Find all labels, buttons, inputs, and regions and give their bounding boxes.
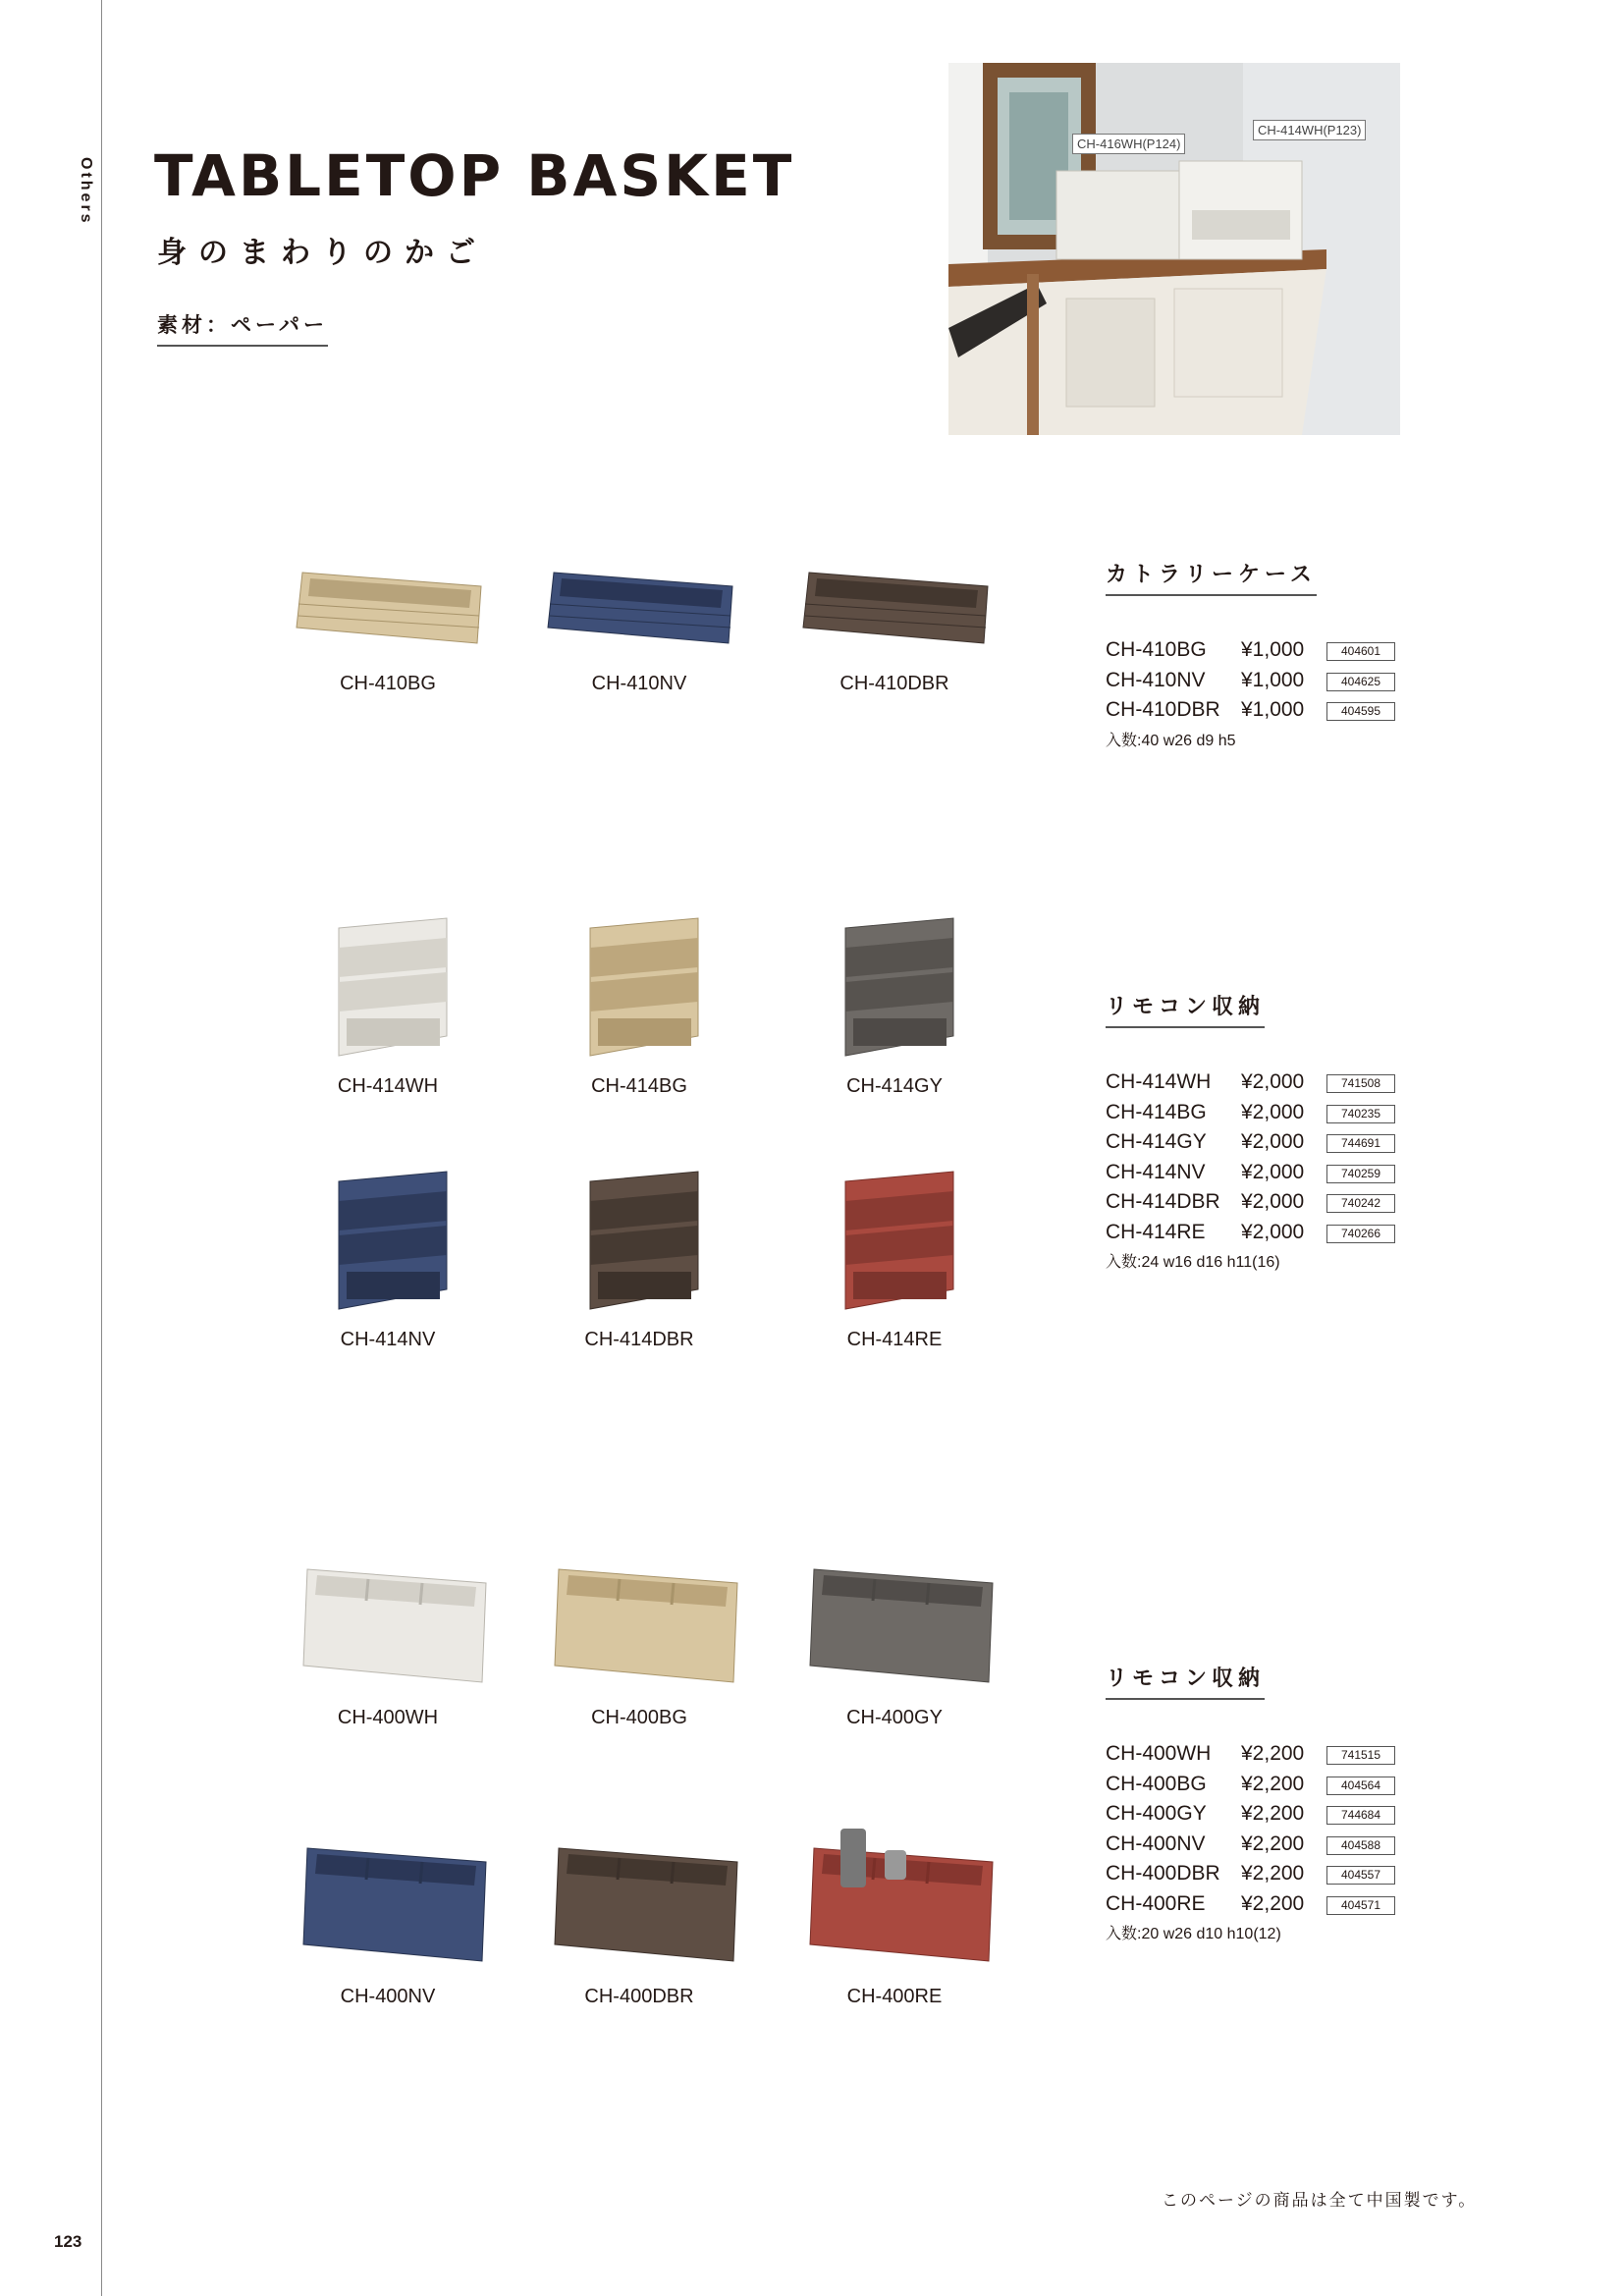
product-code: CH-414NV <box>340 1329 436 1350</box>
spec-code: CH-410BG <box>1106 638 1207 661</box>
spec-rows <box>1106 1067 1430 1247</box>
spec-row <box>1106 1830 1430 1860</box>
spec-row <box>1106 666 1430 696</box>
spec-row <box>1106 1067 1430 1098</box>
product-figure <box>275 1829 501 2008</box>
product-code: CH-400DBR <box>584 1986 694 2007</box>
product-code: CH-400RE <box>846 1986 943 2007</box>
spec-row <box>1106 695 1430 726</box>
spec-code: CH-414GY <box>1106 1130 1207 1153</box>
spec-row <box>1106 1739 1430 1770</box>
spec-heading: リモコン収納 <box>1106 1662 1265 1700</box>
page-subtitle: 身のまわりのかご <box>157 237 487 269</box>
spec-block-remote-box <box>1106 1662 1430 1943</box>
spec-code: CH-414BG <box>1106 1100 1207 1123</box>
basket-icon <box>791 565 998 663</box>
spec-price: ¥2,200 <box>1241 1831 1305 1855</box>
spec-row <box>1106 1859 1430 1889</box>
jan-code-box: 740242 <box>1326 1194 1395 1213</box>
product-figure <box>782 1162 1007 1351</box>
spec-price: ¥2,000 <box>1241 1220 1305 1243</box>
product-figure <box>526 1550 752 1729</box>
spec-code: CH-410NV <box>1106 668 1206 691</box>
basket-icon <box>309 1162 466 1319</box>
spec-price: ¥2,200 <box>1241 1772 1305 1795</box>
product-figure <box>782 1829 1007 2008</box>
basket-icon <box>531 1550 747 1697</box>
spec-rows <box>1106 635 1430 726</box>
spec-price: ¥2,000 <box>1241 1070 1305 1093</box>
product-figure <box>275 565 501 695</box>
basket-icon <box>280 1829 496 1976</box>
spec-row <box>1106 1889 1430 1920</box>
spec-heading: リモコン収納 <box>1106 990 1265 1028</box>
jan-code-box: 740235 <box>1326 1105 1395 1123</box>
lifestyle-photo <box>948 63 1400 435</box>
remote-control-icon <box>885 1850 906 1880</box>
product-figure <box>526 1829 752 2008</box>
section-tab: Others <box>78 157 94 226</box>
basket-icon <box>536 565 742 663</box>
product-code: CH-410NV <box>591 673 687 694</box>
product-code: CH-410DBR <box>839 673 949 694</box>
jan-code-box: 740259 <box>1326 1165 1395 1183</box>
product-code: CH-400BG <box>591 1707 687 1728</box>
spec-price: ¥1,000 <box>1241 668 1305 691</box>
spec-price: ¥2,000 <box>1241 1130 1305 1153</box>
spec-code: CH-400BG <box>1106 1772 1207 1795</box>
remote-control-icon <box>840 1829 866 1887</box>
basket-icon <box>561 908 718 1066</box>
spec-row <box>1106 1799 1430 1830</box>
product-code: CH-414BG <box>591 1075 687 1097</box>
product-figure <box>275 1550 501 1729</box>
spec-price: ¥2,200 <box>1241 1802 1305 1825</box>
spec-code: CH-414WH <box>1106 1070 1212 1093</box>
spec-block-cutlery <box>1106 558 1430 750</box>
spec-price: ¥2,000 <box>1241 1100 1305 1123</box>
jan-code-box: 404595 <box>1326 702 1395 721</box>
spec-code: CH-414RE <box>1106 1220 1206 1243</box>
product-figure <box>526 1162 752 1351</box>
spec-row <box>1106 1158 1430 1188</box>
jan-code-box: 404571 <box>1326 1896 1395 1915</box>
jan-code-box: 740266 <box>1326 1225 1395 1243</box>
basket-icon <box>816 1162 973 1319</box>
spec-price: ¥2,000 <box>1241 1160 1305 1183</box>
room-scene-illustration <box>948 63 1400 435</box>
spec-rows <box>1106 1739 1430 1919</box>
basket-icon <box>531 1829 747 1976</box>
basket-icon <box>561 1162 718 1319</box>
basket-icon <box>285 565 491 663</box>
spec-note: 入数:40 w26 d9 h5 <box>1106 732 1236 749</box>
spec-code: CH-400NV <box>1106 1831 1206 1855</box>
material-label: 素材：ペーパー <box>157 309 328 347</box>
spec-row <box>1106 1770 1430 1800</box>
photo-tag-ch-414wh: CH-414WH(P123) <box>1253 120 1366 140</box>
spec-price: ¥2,200 <box>1241 1891 1305 1915</box>
jan-code-box: 741515 <box>1326 1746 1395 1765</box>
product-code: CH-400WH <box>337 1707 439 1728</box>
product-code: CH-400GY <box>846 1707 943 1728</box>
basket-icon <box>786 1550 1002 1697</box>
spec-row <box>1106 1187 1430 1218</box>
basket-icon <box>786 1829 1002 1976</box>
page-number: 123 <box>54 2232 82 2251</box>
product-code: CH-414GY <box>846 1075 943 1097</box>
spec-heading: カトラリーケース <box>1106 558 1317 596</box>
spec-note: 入数:24 w16 d16 h11(16) <box>1106 1254 1280 1271</box>
spec-code: CH-400WH <box>1106 1742 1212 1765</box>
photo-tag-ch-416wh: CH-416WH(P124) <box>1072 134 1185 154</box>
jan-code-box: 404557 <box>1326 1866 1395 1885</box>
spec-row <box>1106 1218 1430 1248</box>
spec-row <box>1106 1098 1430 1128</box>
jan-code-box: 404588 <box>1326 1836 1395 1855</box>
spec-block-remote-tiered <box>1106 990 1430 1272</box>
jan-code-box: 744691 <box>1326 1134 1395 1153</box>
spec-code: CH-414DBR <box>1106 1190 1220 1213</box>
spec-code: CH-400RE <box>1106 1891 1206 1915</box>
spec-code: CH-414NV <box>1106 1160 1206 1183</box>
product-figure <box>275 908 501 1098</box>
product-figure <box>782 565 1007 695</box>
spec-price: ¥2,200 <box>1241 1742 1305 1765</box>
jan-code-box: 741508 <box>1326 1074 1395 1093</box>
origin-note: このページの商品は全て中国製です。 <box>1162 2191 1478 2210</box>
jan-code-box: 744684 <box>1326 1806 1395 1825</box>
spec-row <box>1106 1127 1430 1158</box>
jan-code-box: 404564 <box>1326 1777 1395 1795</box>
product-figure <box>526 565 752 695</box>
product-code: CH-414WH <box>337 1075 439 1097</box>
spec-price: ¥1,000 <box>1241 638 1305 661</box>
product-code: CH-414DBR <box>584 1329 694 1350</box>
spec-code: CH-410DBR <box>1106 698 1220 721</box>
product-figure <box>782 908 1007 1098</box>
spec-price: ¥2,000 <box>1241 1190 1305 1213</box>
basket-icon <box>309 908 466 1066</box>
product-figure <box>275 1162 501 1351</box>
page-title: TABLETOP BASKET <box>154 142 795 209</box>
basket-icon <box>280 1550 496 1697</box>
side-rule <box>101 0 102 2296</box>
spec-note: 入数:20 w26 d10 h10(12) <box>1106 1926 1281 1942</box>
spec-code: CH-400DBR <box>1106 1862 1220 1885</box>
product-figure <box>526 908 752 1098</box>
spec-price: ¥1,000 <box>1241 698 1305 721</box>
spec-row <box>1106 635 1430 666</box>
spec-code: CH-400GY <box>1106 1802 1207 1825</box>
jan-code-box: 404601 <box>1326 642 1395 661</box>
jan-code-box: 404625 <box>1326 673 1395 691</box>
product-code: CH-400NV <box>340 1986 436 2007</box>
spec-price: ¥2,200 <box>1241 1862 1305 1885</box>
product-code: CH-414RE <box>846 1329 943 1350</box>
basket-icon <box>816 908 973 1066</box>
product-code: CH-410BG <box>340 673 436 694</box>
product-figure <box>782 1550 1007 1729</box>
